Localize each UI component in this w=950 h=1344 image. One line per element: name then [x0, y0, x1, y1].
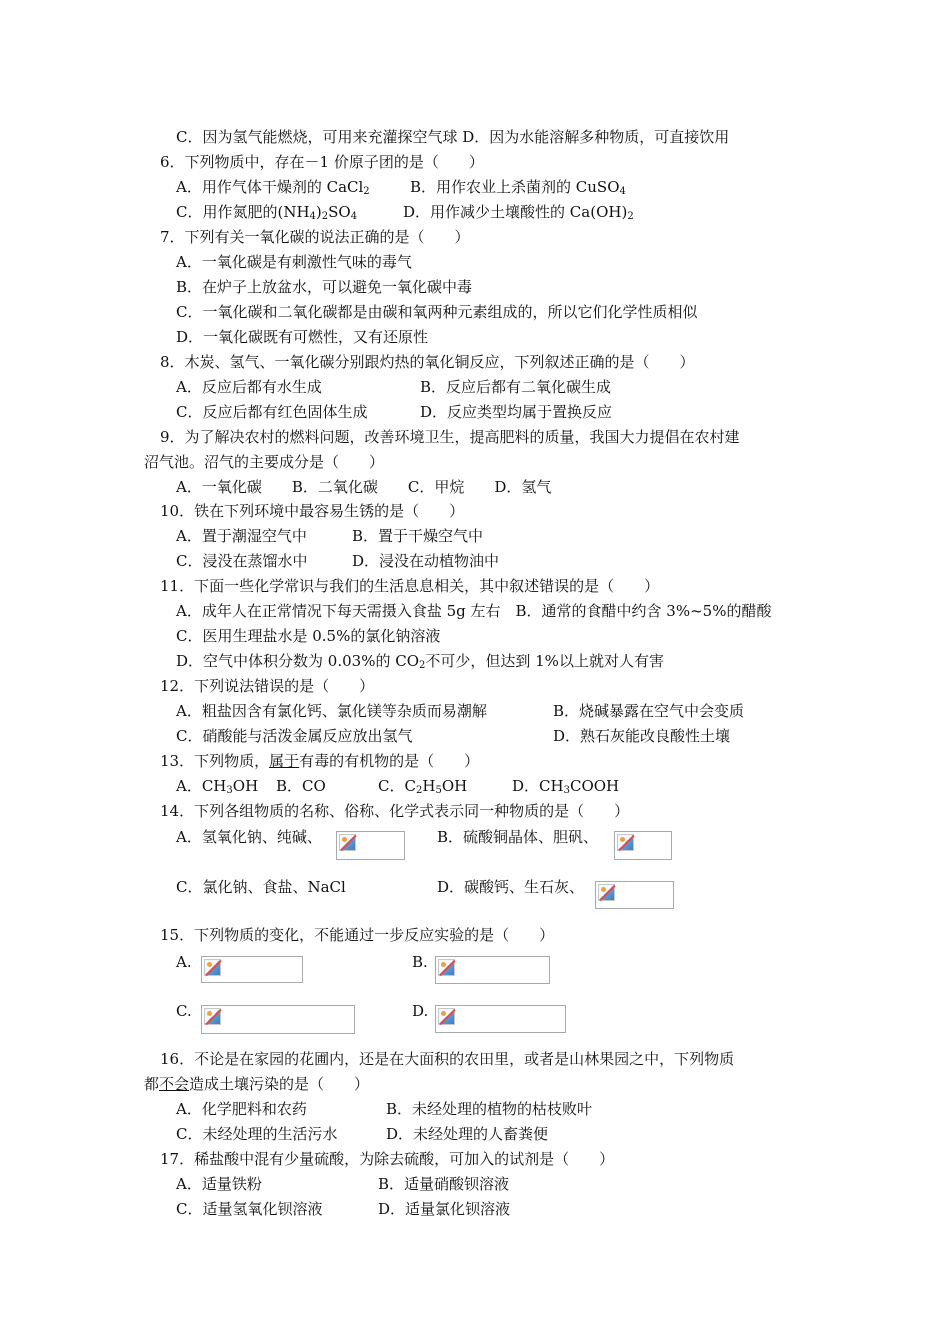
q16-stem-line2: 都不会造成土壤污染的是（ ） [144, 1075, 370, 1093]
q16-option-b: B．未经处理的植物的枯枝败叶 [386, 1100, 593, 1118]
q13-option-d: D．$CH_3COOH$ [512, 777, 620, 796]
broken-image-icon [204, 959, 221, 976]
q7-option-a: A．一氧化碳是有刺激性气味的毒气 [176, 253, 412, 271]
q8-option-a: A．反应后都有水生成 [176, 378, 322, 396]
q13-option-c: C．$C_2H_5OH$ [378, 777, 468, 796]
q10-option-c: C．浸没在蒸馏水中 [176, 552, 308, 570]
q7-stem: 7．下列有关一氧化碳的说法正确的是（ ） [160, 228, 470, 246]
q11-stem: 11．下面一些化学常识与我们的生活息息相关，其中叙述错误的是（ ） [160, 577, 660, 595]
q10-stem: 10．铁在下列环境中最容易生锈的是（ ） [160, 502, 465, 520]
q13-option-a: A．$CH_3OH$ [176, 777, 259, 796]
q14-d-formula-image [595, 881, 674, 909]
q7-option-b: B．在炉子上放盆水，可以避免一氧化碳中毒 [176, 278, 473, 296]
q16-option-a: A．化学肥料和农药 [176, 1100, 307, 1118]
q10-option-d: D．浸没在动植物油中 [352, 552, 500, 570]
q15-stem: 15．下列物质的变化，不能通过一步反应实验的是（ ） [160, 926, 555, 944]
q10-option-b: B．置于干燥空气中 [352, 527, 484, 545]
broken-image-icon [339, 834, 356, 851]
q12-option-a: A．粗盐因含有氯化钙、氯化镁等杂质而易潮解 [176, 702, 487, 720]
q15-option-a: A. [176, 953, 192, 971]
q6-option-c: C．用作氮肥的$(NH_4)_2SO_4$ [176, 203, 358, 222]
q6-option-b: B．用作农业上杀菌剂的 CuSO$_4$ [410, 178, 626, 197]
q10-option-a: A．置于潮湿空气中 [176, 527, 307, 545]
q16-stem-line1: 16．不论是在家园的花圃内，还是在大面积的农田里，或者是山林果园之中，下列物质 [160, 1050, 735, 1068]
q14-option-b: B．硫酸铜晶体、胆矾、 [437, 828, 599, 846]
q9-options: A．一氧化碳 B．二氧化碳 C．甲烷 D．氢气 [176, 478, 552, 496]
q6-option-a: A．用作气体干燥剂的 CaCl$_2$ [176, 178, 370, 197]
q11-option-ab: A．成年人在正常情况下每天需摄入食盐 5g 左右 B．通常的食醋中约含 3%~5%的醋酸 [176, 602, 772, 620]
q14-stem: 14．下列各组物质的名称、俗称、化学式表示同一种物质的是（ ） [160, 802, 630, 820]
q11-option-d: D．空气中体积分数为 0.03%的 $CO_2$不可少，但达到 1%以上就对人有害 [176, 652, 664, 671]
broken-image-icon [204, 1008, 221, 1025]
q15-a-reaction-image [201, 956, 303, 983]
q7-option-c: C．一氧化碳和二氧化碳都是由碳和氧两种元素组成的，所以它们化学性质相似 [176, 303, 698, 321]
broken-image-icon [617, 834, 634, 851]
q15-option-b: B. [412, 953, 428, 971]
q12-option-d: D．熟石灰能改良酸性土壤 [553, 727, 731, 745]
q16-option-d: D．未经处理的人畜粪便 [386, 1125, 549, 1143]
q13-option-b: B．CO [276, 777, 326, 795]
q11-option-c: C．医用生理盐水是 0.5%的氯化钠溶液 [176, 627, 441, 645]
q9-stem-line2: 沼气池。沼气的主要成分是（ ） [144, 453, 385, 471]
q8-option-b: B．反应后都有二氧化碳生成 [420, 378, 612, 396]
q17-option-d: D．适量氯化钡溶液 [378, 1200, 511, 1218]
q17-option-b: B．适量硝酸钡溶液 [378, 1175, 510, 1193]
q15-option-c: C. [176, 1002, 192, 1020]
q15-d-reaction-image [435, 1005, 566, 1033]
q17-stem: 17．稀盐酸中混有少量硫酸，为除去硫酸，可加入的试剂是（ ） [160, 1150, 615, 1168]
q8-option-c: C．反应后都有红色固体生成 [176, 403, 368, 421]
q15-option-d: D. [412, 1002, 429, 1020]
q14-b-formula-image [614, 831, 672, 860]
q16-option-c: C．未经处理的生活污水 [176, 1125, 338, 1143]
q15-c-reaction-image [201, 1005, 355, 1034]
q5-option-cd: C．因为氢气能燃烧，可用来充灌探空气球 D．因为水能溶解多种物质，可直接饮用 [176, 128, 730, 146]
q15-b-reaction-image [435, 956, 550, 984]
q14-option-a: A．氢氧化钠、纯碱、 [176, 828, 322, 846]
q7-option-d: D．一氧化碳既有可燃性，又有还原性 [176, 328, 429, 346]
q13-stem: 13．下列物质，属于有毒的有机物的是（ ） [160, 752, 480, 770]
q17-option-a: A．适量铁粉 [176, 1175, 262, 1193]
q12-option-c: C．硝酸能与活泼金属反应放出氢气 [176, 727, 413, 745]
q9-stem-line1: 9．为了解决农村的燃料问题，改善环境卫生，提高肥料的质量，我国大力提倡在农村建 [160, 428, 740, 446]
q14-a-formula-image [336, 831, 405, 860]
broken-image-icon [438, 959, 455, 976]
broken-image-icon [598, 884, 615, 901]
q12-option-b: B．烧碱暴露在空气中会变质 [553, 702, 745, 720]
broken-image-icon [438, 1008, 455, 1025]
q6-stem: 6．下列物质中，存在－1 价原子团的是（ ） [160, 153, 484, 171]
q14-option-d: D．碳酸钙、生石灰、 [437, 878, 585, 896]
q8-option-d: D．反应类型均属于置换反应 [420, 403, 613, 421]
q12-stem: 12．下列说法错误的是（ ） [160, 677, 375, 695]
q6-option-d: D．用作减少土壤酸性的 $Ca(OH)_2$ [403, 203, 634, 222]
q17-option-c: C．适量氢氧化钡溶液 [176, 1200, 323, 1218]
q8-stem: 8．木炭、氢气、一氧化碳分别跟灼热的氧化铜反应，下列叙述正确的是（ ） [160, 353, 695, 371]
q14-option-c: C．氯化钠、食盐、NaCl [176, 878, 346, 896]
